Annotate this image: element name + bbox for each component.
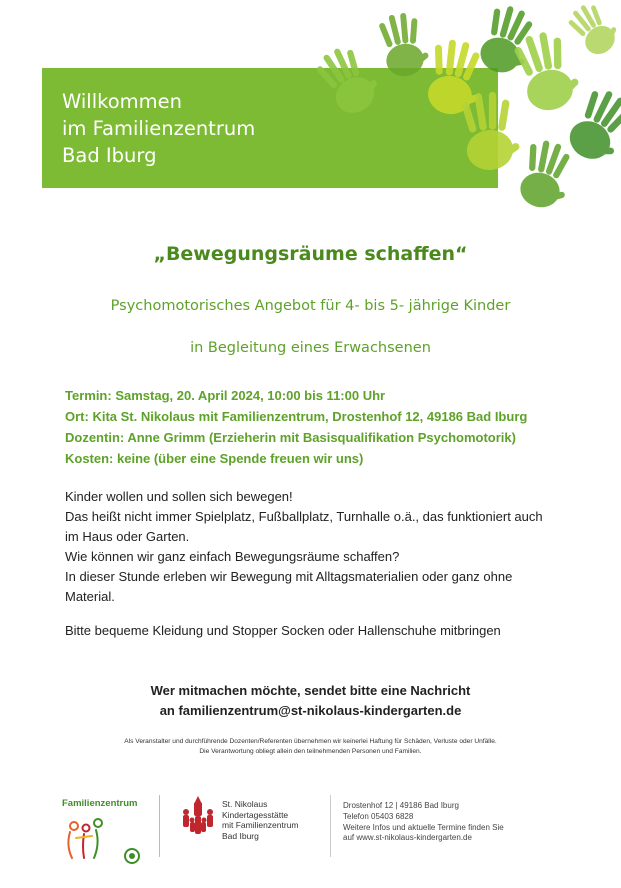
disclaimer-line: Als Veranstalter und durchführende Dozenten/Referenten übernehmen wir keinerlei Haftung für Schäden, Verluste oder Unfälle.	[124, 738, 497, 745]
familienzentrum-logo	[62, 798, 152, 862]
footer-divider	[330, 795, 331, 857]
cta-line: Wer mitmachen möchte, sendet bitte eine Nachricht	[150, 683, 471, 698]
headline: „Bewegungsräume schaffen“	[153, 243, 468, 265]
family-figures-icon	[62, 810, 152, 866]
description-line: Das heißt nicht immer Spielplatz, Fußballplatz, Turnhalle o.ä., das funktioniert auch im Haus oder Garten.	[65, 509, 543, 544]
disclaimer	[0, 737, 621, 757]
detail-location: Ort: Kita St. Nikolaus mit Familienzentrum, Drostenhof 12, 49186 Bad Iburg	[65, 409, 528, 424]
description-line: Kinder wollen und sollen sich bewegen!	[65, 489, 293, 504]
description-line: Wie können wir ganz einfach Bewegungsräume schaffen?	[65, 549, 400, 564]
familienzentrum-logo-text: Familienzentrum	[62, 798, 138, 809]
event-details	[65, 385, 527, 469]
contact-info	[343, 801, 504, 844]
nikolaus-line: St. Nikolaus	[222, 799, 268, 809]
detail-date: Termin: Samstag, 20. April 2024, 10:00 bis 11:00 Uhr	[65, 388, 386, 403]
subtitle-age: Psychomotorisches Angebot für 4- bis 5- jährige Kinder	[110, 298, 511, 314]
banner-title	[62, 88, 255, 169]
description-line: In dieser Stunde erleben wir Bewegung mit Alltagsmaterialien oder ganz ohne Material.	[65, 569, 513, 604]
banner-line: Willkommen	[62, 90, 182, 113]
nikolaus-line: Kindertagesstätte	[222, 809, 289, 820]
handprints-illustration	[300, 0, 621, 235]
nikolaus-line: Bad Iburg	[222, 830, 259, 841]
detail-cost: Kosten: keine (über eine Spende freuen wir uns)	[65, 451, 364, 466]
registration-note	[0, 681, 621, 721]
nikolaus-line: mit Familienzentrum	[222, 820, 299, 830]
disclaimer-line: Die Verantwortung obliegt allein den teilnehmenden Personen und Familien.	[199, 748, 422, 755]
contact-phone: Telefon 05403 6828	[343, 811, 414, 821]
banner-line: Bad Iburg	[62, 144, 157, 167]
footer	[0, 790, 621, 870]
description	[65, 487, 555, 607]
cta-email: an familienzentrum@st-nikolaus-kindergarten.de	[159, 703, 462, 718]
detail-instructor: Dozentin: Anne Grimm (Erzieherin mit Basisqualifikation Psychomotorik)	[65, 430, 516, 445]
st-nikolaus-logo-icon	[178, 794, 218, 836]
banner-line: im Familienzentrum	[62, 117, 256, 140]
subtitle-accompaniment: in Begleitung eines Erwachsenen	[190, 340, 431, 356]
contact-info-line: Weitere Infos und aktuelle Termine finden Sie	[343, 822, 504, 832]
contact-website: auf www.st-nikolaus-kindergarten.de	[343, 833, 472, 843]
clothing-note: Bitte bequeme Kleidung und Stopper Socken oder Hallenschuhe mitbringen	[65, 623, 501, 638]
contact-address: Drostenhof 12 | 49186 Bad Iburg	[343, 801, 459, 810]
footer-divider	[159, 795, 160, 857]
st-nikolaus-logo-text	[222, 799, 299, 841]
